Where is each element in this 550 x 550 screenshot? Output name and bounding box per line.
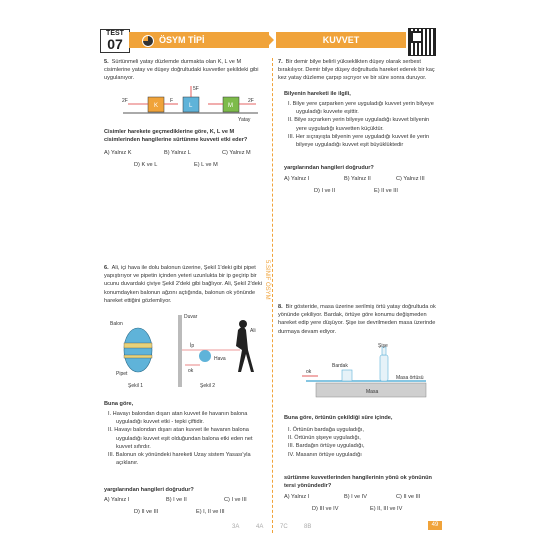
label-fig2: Şekil 2 xyxy=(200,383,216,389)
label-cloth: Masa örtüsü xyxy=(396,375,424,381)
q5-option-c[interactable]: C) Yalnız M xyxy=(222,150,251,156)
q7-option-d[interactable]: D) I ve II xyxy=(314,188,336,194)
glass xyxy=(342,370,352,381)
q5-number: 5. xyxy=(104,59,109,65)
label-bottle: Şişe xyxy=(378,343,388,349)
q6-option-c[interactable]: C) I ve III xyxy=(224,497,247,503)
q8-item-4: IV. Masanın örtüye uyguladığı xyxy=(288,451,362,458)
q5-option-a[interactable]: A) Yalnız K xyxy=(104,150,132,156)
q6-option-e[interactable]: E) I, II ve III xyxy=(196,509,225,515)
label-wall: Duvar xyxy=(184,314,198,320)
label-rope: İp xyxy=(190,343,195,349)
answer-key-1: 3A xyxy=(232,524,240,530)
q5-option-e[interactable]: E) L ve M xyxy=(194,162,218,168)
q8-options xyxy=(284,494,436,516)
q5-text xyxy=(104,58,264,83)
q8-option-a[interactable]: A) Yalnız I xyxy=(284,494,310,500)
force-f: F xyxy=(170,98,174,104)
q8-items xyxy=(284,426,434,459)
q7-stem: Bir demir bilye belirli yükseklikten düşey olarak serbest bırakılıyor. Demir bilye düşey doğrultuda hareket ederek bir kaç kez yatay düzleme çarpıp sıçrıyor ve bir süre sonra duruyor. xyxy=(278,59,435,82)
label-ok: ok xyxy=(306,369,312,375)
label-table: Masa xyxy=(366,389,379,395)
q7-intro: Bilyenin hareketi ile ilgili, xyxy=(284,91,351,97)
label-pipe: Pipet xyxy=(116,371,128,377)
q5-option-d[interactable]: D) K ve L xyxy=(134,162,158,168)
q8-option-d[interactable]: D) III ve IV xyxy=(312,506,339,512)
q6-items xyxy=(104,410,266,467)
q7-question: yargılarından hangileri doğrudur? xyxy=(284,165,374,171)
q8-stem: Bir gösteride, masa üzerine serilmiş örtü yatay doğrultuda ok yönünde çekiliyor. Bardak, örtüye göre konumu değişmeden hareket edip yere düşüyor. Şişe ise devrilmeden masa üzerinde durmaya devam ediyor. xyxy=(278,304,436,335)
column-divider xyxy=(272,58,274,533)
q7-item-1: I. Bilye yere çarparken yere uyguladığı kuvvet yerin bilyeye uyguladığı kuvvete eşittir. xyxy=(288,101,434,116)
label-m: M xyxy=(228,103,233,109)
label-k: K xyxy=(154,103,159,109)
page-number: 49 xyxy=(428,521,442,530)
left-title: ÖSYM TİPİ xyxy=(159,35,205,45)
surface-label: Yatay xyxy=(238,117,251,123)
answer-key-3: 7C xyxy=(280,524,288,530)
q7-option-b[interactable]: B) Yalnız II xyxy=(344,176,371,182)
q6-intro: Buna göre, xyxy=(104,401,134,407)
clock-icon xyxy=(142,35,154,47)
q8-option-e[interactable]: E) II, III ve IV xyxy=(370,506,403,512)
label-ali: Ali xyxy=(250,328,256,334)
q6-question: yargılarından hangileri doğrudur? xyxy=(104,487,194,493)
qr-code-icon xyxy=(408,28,436,56)
q7-option-c[interactable]: C) Yalnız III xyxy=(396,176,425,182)
q6-options xyxy=(104,497,264,519)
q5-question: Cisimler harekete geçmediklerine göre, K, L ve M cisimlerinden hangilerine sürtünme kuvveti etki eder? xyxy=(104,129,248,144)
q6-option-b[interactable]: B) I ve II xyxy=(166,497,187,503)
q8-option-c[interactable]: C) II ve III xyxy=(396,494,421,500)
q8-item-2: II. Örtünün şişeye uyguladığı, xyxy=(288,435,361,442)
q7-number: 7. xyxy=(278,59,283,65)
arrow-icon xyxy=(268,34,274,46)
q6-option-a[interactable]: A) Yalnız I xyxy=(104,497,130,503)
label-fig1: Şekil 1 xyxy=(128,383,144,389)
q7-option-e[interactable]: E) II ve III xyxy=(374,188,398,194)
label-air: Hava xyxy=(214,356,226,362)
q5-options xyxy=(104,150,264,172)
q6-text xyxy=(104,264,266,305)
q6-figure xyxy=(110,310,265,390)
answer-key-2: 4A xyxy=(256,524,264,530)
force-2f-left: 2F xyxy=(122,98,128,104)
test-number: 07 xyxy=(107,36,123,52)
force-2f-right: 2F xyxy=(248,98,254,104)
label-arrow: ok xyxy=(188,368,194,374)
side-tag: 5.SINIF ÖSYM xyxy=(264,260,270,300)
q8-item-3: III. Bardağın örtüye uyguladığı, xyxy=(288,443,365,450)
q8-option-b[interactable]: B) I ve IV xyxy=(344,494,368,500)
right-title: KUVVET xyxy=(276,32,406,48)
q8-item-1: I. Örtünün bardağa uyguladığı, xyxy=(288,427,364,433)
label-l: L xyxy=(189,103,193,109)
q6-stem: Ali, içi hava ile dolu balonun üzerine, Şekil 1'deki gibi pipet yapıştırıyor ve pipetin içinden yeteri uzunlukta bir ip geçirip bir ucunu duvardaki çiviye Şekil 2'deki gibi bağlıyor. Ali, Şekil 2'deki konumdayken balonun ağzını açtığında, balonun ok yönünde hareket ettiğini gözlemliyor. xyxy=(104,265,262,304)
label-glass: Bardak xyxy=(332,363,348,369)
q6-item-3: III. Balonun ok yönündeki hareketi Uzay sistem Yasası'yla açıklanır. xyxy=(108,452,251,467)
q5-option-b[interactable]: B) Yalnız L xyxy=(164,150,191,156)
q8-question: sürtünme kuvvetlerinden hangilerinin yönü ok yönünün tersi yönündedir? xyxy=(284,475,432,490)
q8-intro: Buna göre, örtünün çekildiği süre içinde, xyxy=(284,415,393,421)
bottle xyxy=(380,355,388,381)
q6-number: 6. xyxy=(104,265,109,271)
q5-stem: Sürtünmeli yatay düzlemde durmakta olan K, L ve M cisimlerine yatay ve düşey doğrultudaki kuvvetler şekildeki gibi uygulanıyor. xyxy=(104,59,259,82)
q6-option-d[interactable]: D) II ve III xyxy=(134,509,159,515)
q7-text xyxy=(278,58,438,83)
q5-figure xyxy=(118,83,268,123)
force-5f: 5F xyxy=(193,86,199,92)
answer-key-4: 8B xyxy=(304,524,312,530)
q6-item-1: I. Havayı balondan dışarı atan kuvvet ile havanın balona uyguladığı kuvvet etki - tepki çiftidir. xyxy=(108,411,248,426)
q7-item-2: II. Bilye sıçrarken yerin bilyeye uyguladığı kuvvet bilyenin yere uyguladığı kuvvetten küçüktür. xyxy=(288,117,430,132)
q8-figure xyxy=(296,343,436,403)
q6-item-2: II. Havayı balondan dışarı atan kuvvet ile havanın balona uyguladığı kuvvet eşit olduğundan balona etki eden net kuvvet sıfırdır. xyxy=(108,427,253,450)
q8-number: 8. xyxy=(278,304,283,310)
q7-options xyxy=(284,176,436,198)
q7-items xyxy=(284,100,436,149)
q7-item-3: III. Her sıçrayışta bilyenin yere uyguladığı kuvvet ile yerin bilyeye uyguladığı kuvvet eşit büyüklüktedir xyxy=(288,133,430,149)
q7-option-a[interactable]: A) Yalnız I xyxy=(284,176,310,182)
test-label: TEST xyxy=(106,30,124,37)
q8-text xyxy=(278,303,438,336)
label-balloon: Balon xyxy=(110,321,123,327)
test-number-box xyxy=(100,29,130,53)
